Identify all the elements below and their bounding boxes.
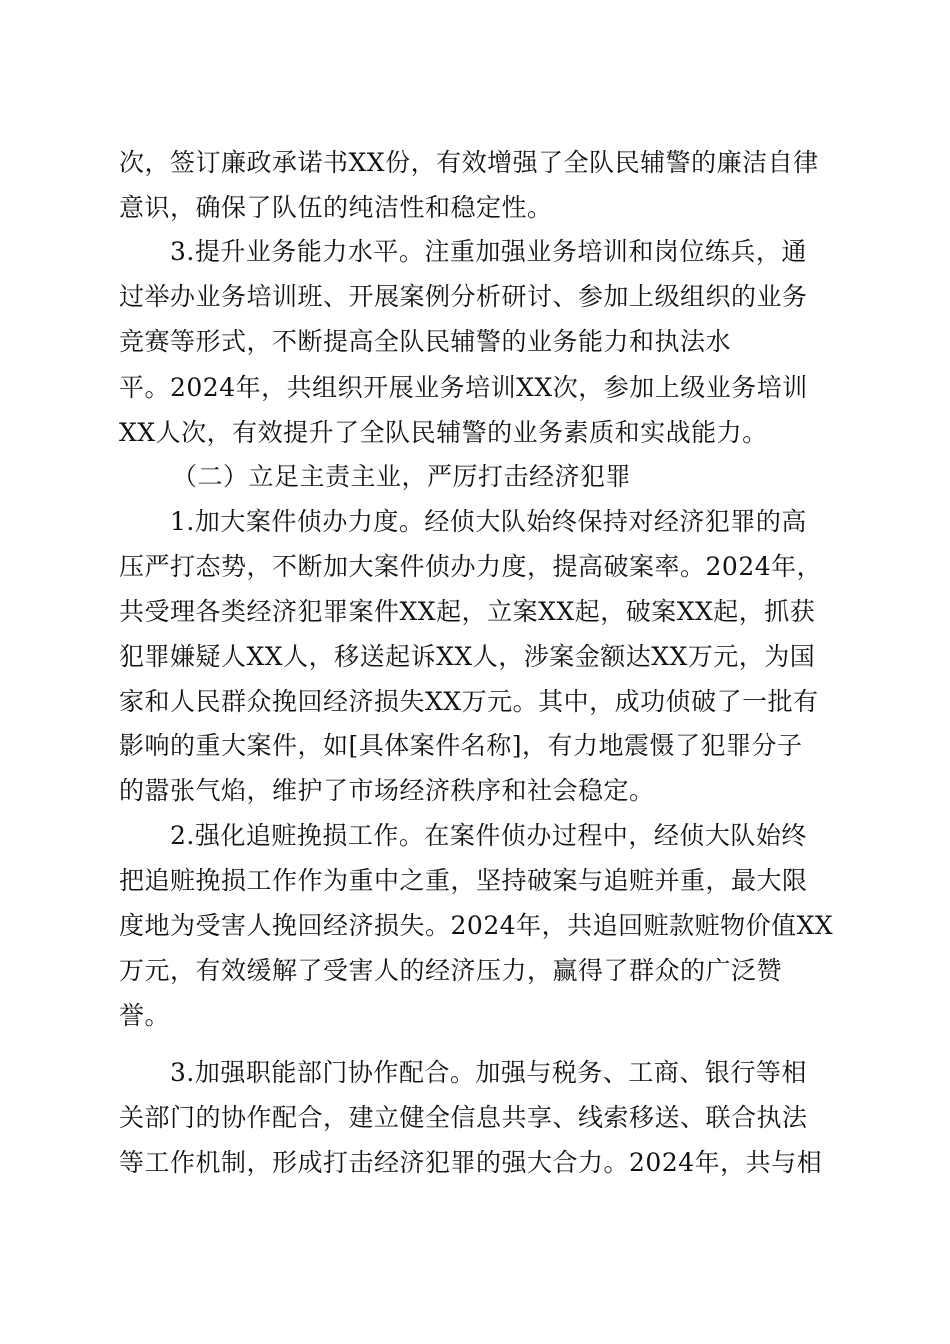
- body-line: 家和人民群众挽回经济损失XX万元。其中，成功侦破了一批有: [119, 687, 819, 716]
- body-line: 意识，确保了队伍的纯洁性和稳定性。: [119, 193, 553, 222]
- body-line: 度地为受害人挽回经济损失。2024年，共追回赃款赃物价值XX: [119, 911, 834, 940]
- body-line: 压严打态势，不断加大案件侦办力度，提高破案率。2024年，: [119, 552, 823, 581]
- body-line: 共受理各类经济犯罪案件XX起，立案XX起，破案XX起，抓获: [119, 597, 816, 626]
- body-line: 竞赛等形式，不断提高全队民辅警的业务能力和执法水: [119, 327, 732, 356]
- item-3-line: 3.加强职能部门协作配合。加强与税务、工商、银行等相: [170, 1058, 807, 1087]
- body-line: 把追赃挽损工作作为重中之重，坚持破案与追赃并重，最大限: [119, 866, 808, 895]
- body-line: 等工作机制，形成打击经济犯罪的强大合力。2024年，共与相: [119, 1148, 823, 1177]
- body-line: 平。2024年，共组织开展业务培训XX次，参加上级业务培训: [119, 373, 808, 402]
- body-line: 的嚣张气焰，维护了市场经济秩序和社会稳定。: [119, 776, 655, 805]
- body-line: 次，签订廉政承诺书XX份，有效增强了全队民辅警的廉洁自律: [119, 148, 819, 177]
- section-heading: （二）立足主责主业，严厉打击经济犯罪: [172, 462, 632, 491]
- body-line: 关部门的协作配合，建立健全信息共享、线索移送、联合执法: [119, 1103, 808, 1132]
- body-line: 过举办业务培训班、开展案例分析研讨、参加上级组织的业务: [119, 282, 808, 311]
- body-line: 誉。: [119, 1001, 171, 1030]
- body-line: 影响的重大案件，如[具体案件名称]，有力地震慑了犯罪分子: [119, 731, 803, 760]
- body-line: XX人次，有效提升了全队民辅警的业务素质和实战能力。: [119, 418, 768, 447]
- item-3-line: 3.提升业务能力水平。注重加强业务培训和岗位练兵，通: [170, 237, 807, 266]
- body-line: 犯罪嫌疑人XX人，移送起诉XX人，涉案金额达XX万元，为国: [119, 642, 816, 671]
- item-1-line: 1.加大案件侦办力度。经侦大队始终保持对经济犯罪的高: [170, 507, 807, 536]
- body-line: 万元，有效缓解了受害人的经济压力，赢得了群众的广泛赞: [119, 956, 783, 985]
- item-2-line: 2.强化追赃挽损工作。在案件侦办过程中，经侦大队始终: [170, 821, 807, 850]
